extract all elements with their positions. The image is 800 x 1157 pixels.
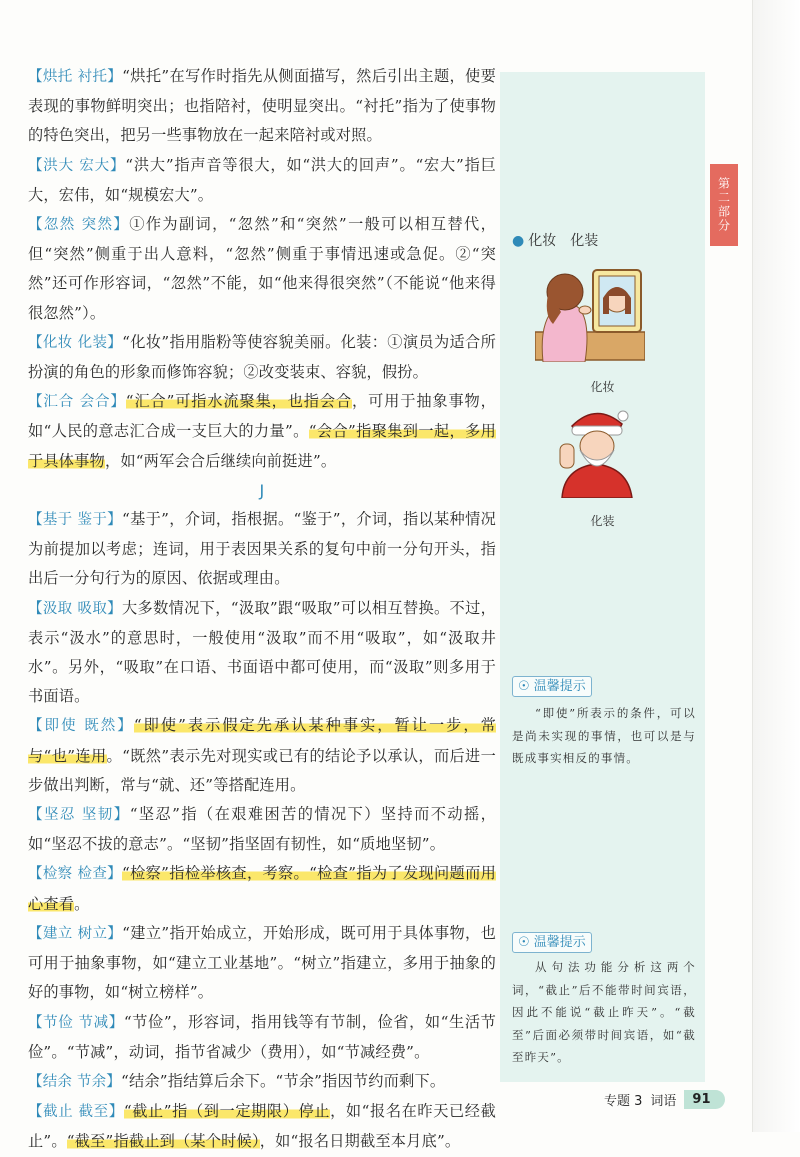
entry-term: 【结余 节余】 — [28, 1073, 122, 1090]
entry-text: “建立”指开始成立，开始形成，既可用于具体事物，也可用于抽象事物，如“建立工业基地”。“树立”指建立，多用于抽象的好的事物，如“树立榜样”。 — [28, 923, 496, 1002]
highlighted-text: “会合”指聚集到一起，多用于具体事物 — [28, 422, 496, 470]
entry-text: “节俭”，形容词，指用钱等有节制，俭省，如“生活节俭”。“节减”，动词，指节省减少（费用），如“节减经费”。 — [28, 1012, 497, 1061]
entry-term: 【即使 既然】 — [28, 718, 134, 735]
tip-label-1: ☉ 温馨提示 — [512, 676, 592, 697]
entry-text: “结余”指结算后余下。“节余”指因节约而剩下。 — [121, 1071, 446, 1090]
entry-text: “基于”，介词，指根据。“鉴于”，介词，指以某种情况为前提加以考虑；连词，用于表因果关系的复句中前一分句开头，指出后一分句行为的原因、依据或理由。 — [28, 510, 496, 588]
entry-term: 【汲取 吸取】 — [28, 600, 123, 617]
glossary-entry — [28, 505, 496, 594]
tip-body-2: 从句法功能分析这两个词，“截止”后不能带时间宾语，因此不能说“截止昨天”。“截至”后面必须带时间宾语，如“截至昨天”。 — [512, 960, 696, 1065]
entry-term: 【检察 检查】 — [28, 866, 123, 883]
entry-text: 。“既然”表示先对现实或已有的结论予以承认，而后进一步做出判断，常与“就、还”等搭配连用。 — [28, 746, 497, 794]
entry-term: 【节俭 节减】 — [28, 1014, 124, 1031]
glossary-entry — [28, 151, 496, 210]
entry-term: 【基于 鉴于】 — [28, 512, 123, 529]
entry-text: “洪大”指声音等很大，如“洪大的回声”。“宏大”指巨大，宏伟，如“规模宏大”。 — [28, 155, 496, 204]
lightbulb-icon: ☉ — [518, 935, 530, 950]
page-edge — [752, 0, 800, 1132]
entry-text: 。 — [74, 894, 90, 913]
entry-term: 【截止 截至】 — [28, 1104, 124, 1121]
tip-body-1: “即使”所表示的条件，可以是尚未实现的事情，也可以是与既成事实相反的事情。 — [512, 706, 696, 766]
glossary-entry — [28, 711, 496, 800]
footer-topic: 专题 3 — [604, 1093, 643, 1109]
entry-term: 【汇合 会合】 — [28, 394, 126, 411]
costume-illustration — [552, 402, 642, 498]
entry-term: 【建立 树立】 — [28, 925, 123, 942]
glossary-entry — [28, 328, 496, 387]
highlighted-text: “截止”指（到一定期限）停止 — [123, 1102, 331, 1121]
entry-text: ，如“报名日期截至本月底”。 — [259, 1132, 461, 1151]
section-tab: 第二部分 — [710, 164, 738, 246]
bullet-icon: ● — [512, 233, 525, 249]
glossary-entry — [28, 1067, 496, 1097]
tip-label-2: ☉ 温馨提示 — [512, 932, 592, 953]
illustration-caption-makeup: 化妆 — [590, 380, 615, 394]
entry-text: “烘托”在写作时指先从侧面描写，然后引出主题，使要表现的事物鲜明突出；也指陪衬，使明显突出。“衬托”指为了使事物的特色突出，把另一些事物放在一起来陪衬或对照。 — [28, 67, 496, 145]
entry-term: 【化妆 化装】 — [28, 334, 123, 351]
entry-text: ，可用于抽象事物，如“人民的意志汇合成一支巨大的力量”。 — [28, 392, 496, 441]
entry-text: “化妆”指用脂粉等使容貌美丽。化装：①演员为适合所扮演的角色的形象而修饰容貌；②改变装束、容貌，假扮。 — [28, 332, 496, 382]
highlighted-text: “检察”指检举核查，考察。 — [122, 864, 310, 883]
entry-text: ，如“两军会合后继续向前挺进”。 — [104, 451, 337, 470]
glossary-entry — [28, 594, 496, 712]
entry-text: ，如“报名在昨天已经截止”。 — [28, 1102, 496, 1151]
illustration-caption-costume: 化装 — [590, 514, 615, 528]
entry-text: 大多数情况下，“汲取”跟“吸取”可以相互替换。不过，表示“汲水”的意思时，一般使用“汲取”而不用“吸取”，如“汲取井水”。另外，“吸取”在口语、书面语中都可使用，而“汲取”则多用于书面语。 — [28, 598, 496, 706]
entry-term: 【烘托 衬托】 — [28, 69, 123, 85]
makeup-illustration — [535, 262, 645, 362]
footer-title: 词语 — [650, 1093, 677, 1109]
sidebar-panel — [500, 72, 705, 1082]
glossary-entry — [28, 62, 496, 151]
entry-text: ①作为副词，“忽然”和“突然”一般可以相互替代，但“突然”侧重于出人意料，“忽然”侧重于事情迅速或急促。②“突然”还可作形容词，“忽然”不能，如“他来得很突然”（不能说“他来得很忽然”）。 — [28, 215, 496, 322]
glossary-column — [28, 62, 496, 1157]
page-number: 91 — [684, 1090, 724, 1109]
highlighted-text: “汇合”可指水流聚集，也指会合 — [125, 392, 353, 411]
glossary-entry — [28, 859, 496, 918]
lightbulb-icon: ☉ — [518, 679, 530, 694]
letter-heading: J — [259, 480, 265, 500]
page-footer — [604, 1088, 725, 1110]
illustration-title — [512, 230, 598, 250]
highlighted-text: “即使”表示假定先承认某种事实，暂让一步，常与“也”连用 — [28, 716, 496, 765]
entry-term: 【忽然 突然】 — [28, 217, 130, 234]
glossary-entry — [28, 210, 496, 328]
highlighted-text: “截至”指截止到（某个时候） — [66, 1132, 260, 1151]
glossary-entry — [28, 1008, 496, 1067]
entry-text: “坚忍”指（在艰难困苦的情况下）坚持而不动摇，如“坚忍不拔的意志”。“坚韧”指坚固有韧性，如“质地坚韧”。 — [28, 805, 496, 854]
glossary-entry — [28, 919, 496, 1008]
entry-term: 【洪大 宏大】 — [28, 157, 126, 174]
illustration-title-text: 化妆 化装 — [528, 233, 599, 249]
glossary-entry — [28, 1097, 496, 1156]
glossary-entry — [28, 387, 496, 476]
entry-term: 【坚忍 坚韧】 — [28, 807, 130, 824]
glossary-entry — [28, 800, 496, 859]
highlighted-text: “检查”指为了发现问题而用心查看 — [28, 864, 496, 913]
